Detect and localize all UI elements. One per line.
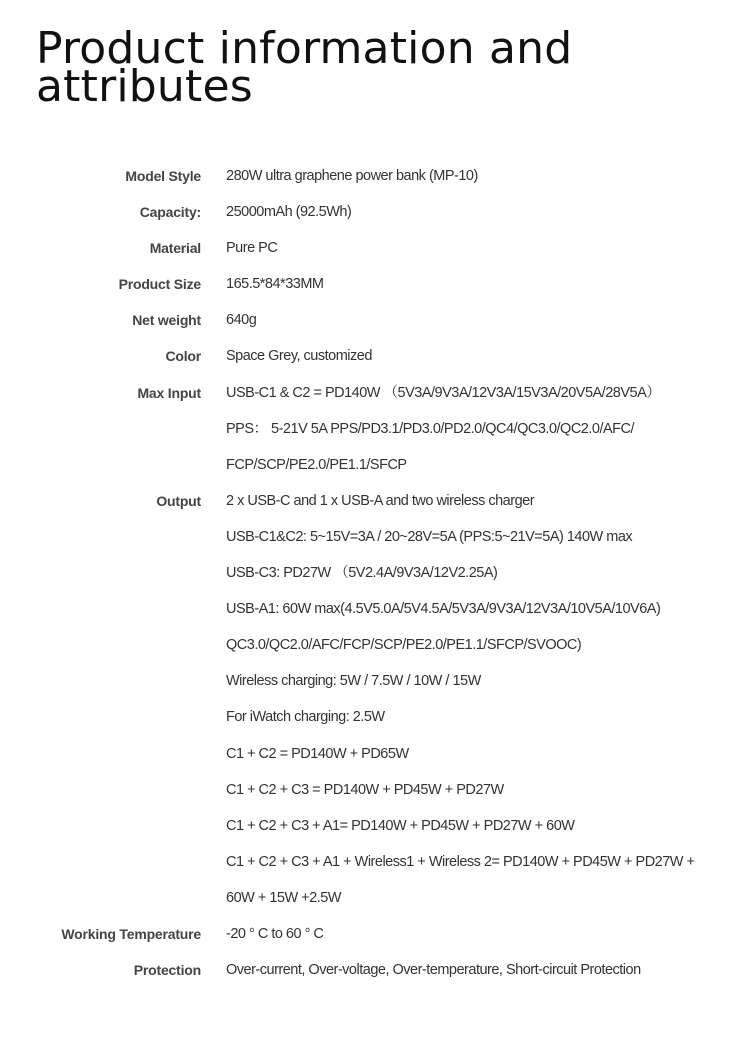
spec-values [226,158,750,194]
spec-values [226,266,750,302]
spec-values [226,302,750,338]
spec-values [226,338,750,374]
spec-label: Material [149,240,201,257]
spec-label: Max Input [137,384,201,401]
page-title [36,23,716,112]
spec-values [226,952,750,988]
spec-label: Model Style [125,168,201,184]
spec-label: Product Size [118,276,201,293]
spec-value: -20 ° C to 60 ° C [226,925,324,942]
spec-row-model-style [0,158,750,194]
spec-value: For iWatch charging: 2.5W [226,709,385,726]
spec-label: Color [165,348,201,365]
spec-value: 165.5*84*33MM [226,276,324,293]
spec-value: Pure PC [226,240,278,257]
spec-value: FCP/SCP/PE2.0/PE1.1/SFCP [226,456,407,473]
spec-row-protection [0,952,750,988]
spec-row-color [0,338,750,374]
spec-value: C1 + C2 + C3 + A1= PD140W + PD45W + PD27W + 60W [226,817,575,834]
spec-value: PPS： 5-21V 5A PPS/PD3.1/PD3.0/PD2.0/QC4/QC3.0/QC2.0/AFC/ [226,420,634,437]
page-title-line-2: attributes [36,61,253,112]
spec-label: Capacity: [139,204,201,221]
spec-value: Wireless charging: 5W / 7.5W / 10W / 15W [226,673,481,690]
spec-value: 280W ultra graphene power bank (MP-10) [226,168,478,184]
spec-label: Working Temperature [61,925,201,942]
page-title-line-1: Product information and [36,23,573,74]
spec-value: 2 x USB-C and 1 x USB-A and two wireless charger [226,492,535,509]
spec-row-product-size [0,266,750,302]
spec-value: C1 + C2 + C3 + A1 + Wireless1 + Wireless 2= PD140W + PD45W + PD27W + [226,853,695,870]
spec-values [226,916,750,952]
spec-value: C1 + C2 = PD140W + PD65W [226,745,409,762]
spec-value: QC3.0/QC2.0/AFC/FCP/SCP/PE2.0/PE1.1/SFCP/SVOOC) [226,637,582,654]
spec-row-material [0,230,750,266]
spec-value: USB-C1 & C2 = PD140W （5V3A/9V3A/12V3A/15V3A/20V5A/28V5A） [226,384,661,401]
spec-row-net-weight [0,302,750,338]
spec-row-capacity [0,194,750,230]
spec-value: C1 + C2 + C3 = PD140W + PD45W + PD27W [226,781,504,798]
spec-values [226,375,750,483]
spec-label: Net weight [132,312,201,329]
spec-value: Over-current, Over-voltage, Over-temperature, Short-circuit Protection [226,962,641,979]
spec-value: 25000mAh (92.5Wh) [226,204,352,221]
spec-row-max-input [0,375,750,483]
spec-value: USB-C1&C2: 5~15V=3A / 20~28V=5A (PPS:5~21V=5A) 140W max [226,528,633,545]
spec-row-working-temperature [0,916,750,952]
spec-values [226,483,750,916]
spec-label: Output [156,492,201,509]
spec-row-output [0,483,750,916]
spec-label: Protection [133,962,201,979]
spec-value: USB-C3: PD27W （5V2.4A/9V3A/12V2.25A) [226,565,498,582]
spec-value: 60W + 15W +2.5W [226,889,341,906]
spec-value: USB-A1: 60W max(4.5V5.0A/5V4.5A/5V3A/9V3A/12V3A/10V5A/10V6A) [226,601,661,618]
spec-values [226,194,750,230]
spec-value: 640g [226,312,257,329]
spec-values [226,230,750,266]
spec-value: Space Grey, customized [226,348,372,365]
spec-table [0,158,750,988]
